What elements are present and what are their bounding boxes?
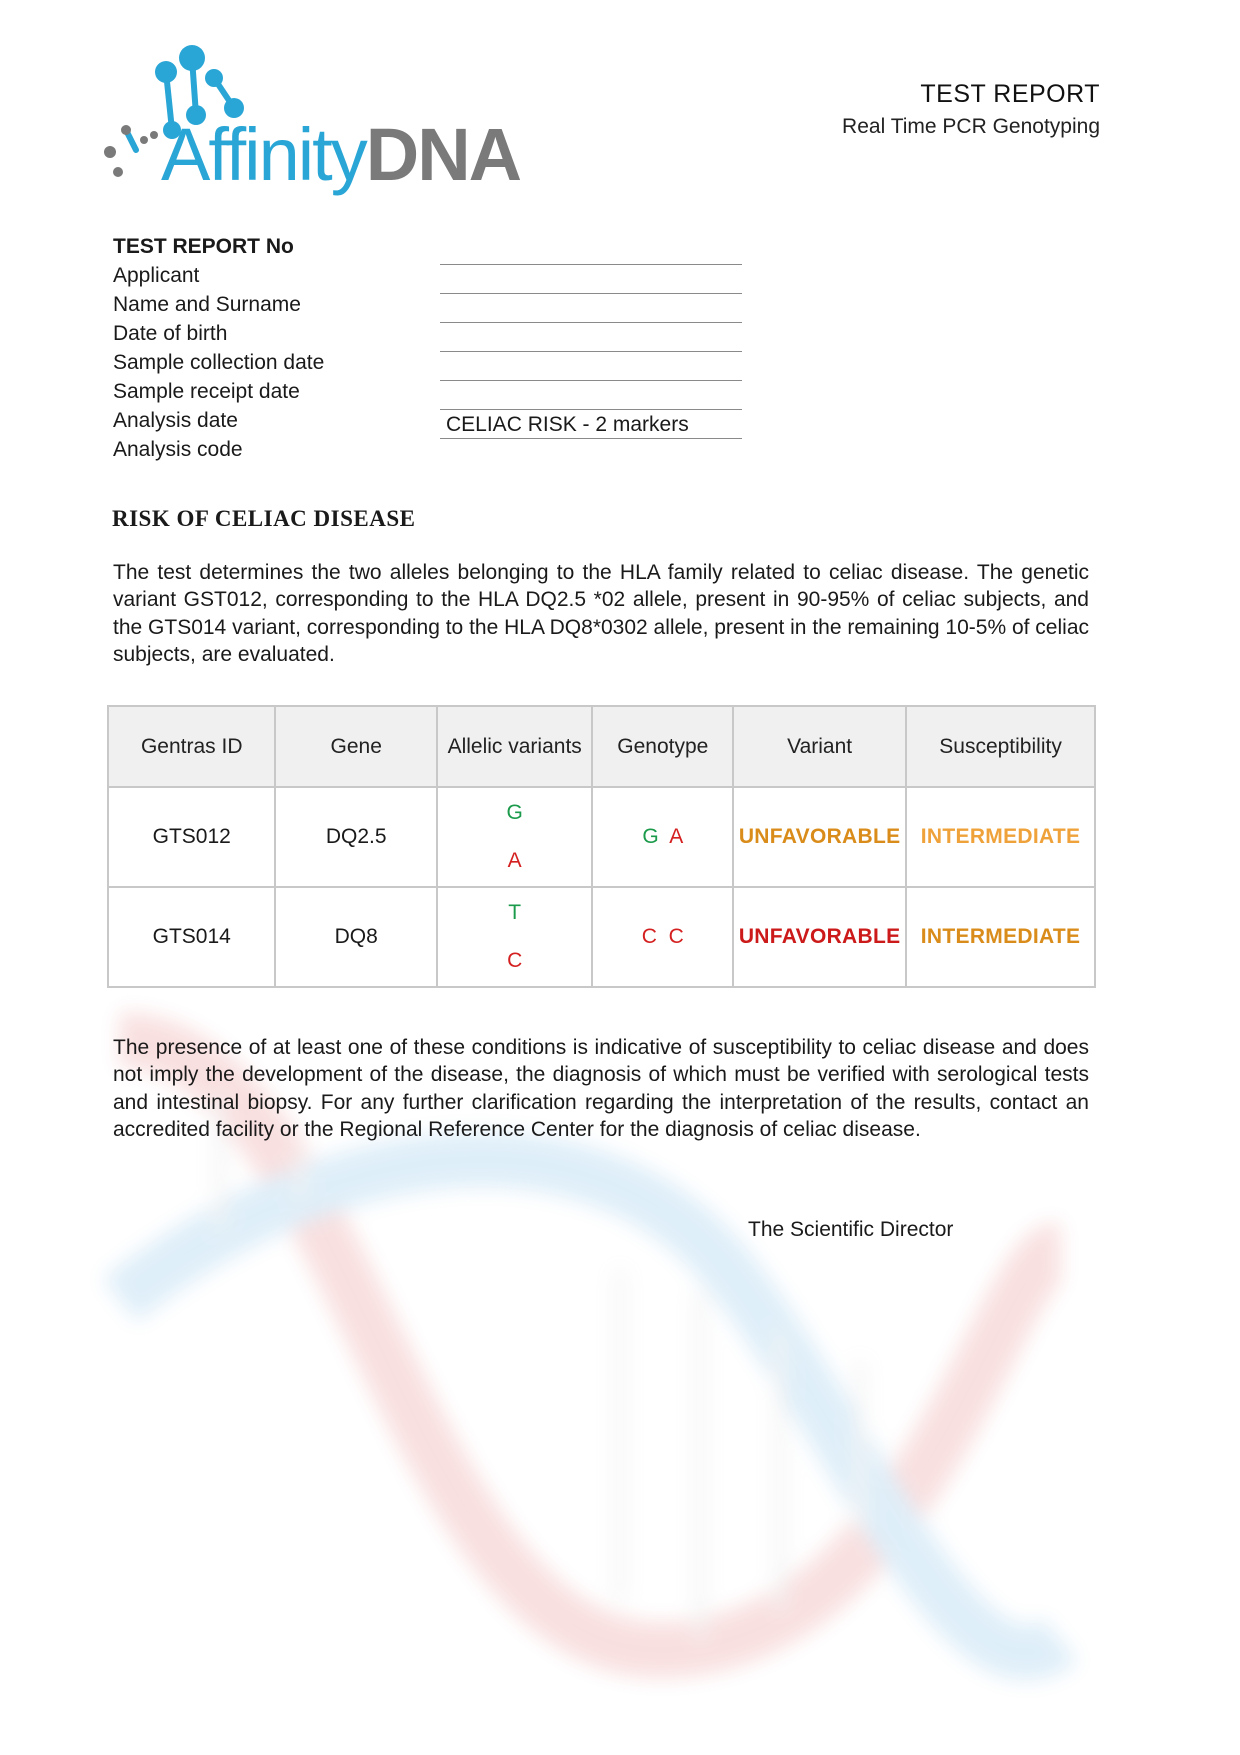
intro-paragraph: The test determines the two alleles belonging to the HLA family related to celiac disease. The genetic variant GST012, corresponding to the HLA DQ2.5 *02 allele, present in 90-95% of celiac subjects, and the GTS014 variant, corresponding to the HLA DQ8*0302 allele, present in the remaining 10-5% of celiac subjects, are evaluated. (113, 561, 1089, 666)
label-name-surname: Name and Surname (113, 293, 301, 316)
report-info-values (440, 236, 742, 439)
cell-allelic-variants (437, 787, 593, 887)
logo-wordmark-affinity: Affinity (161, 113, 366, 196)
value-analysis-code: CELIAC RISK - 2 markers (440, 410, 742, 439)
genotype-2: C (668, 925, 684, 948)
table-row (108, 787, 1095, 887)
section-title: RISK OF CELIAC DISEASE (112, 506, 416, 531)
value-test-report-no (440, 236, 742, 265)
report-subtitle: Real Time PCR Genotyping (842, 115, 1100, 138)
allele-1: T (508, 901, 522, 924)
value-sample-collection-date (440, 352, 742, 381)
affinity-dna-logo (96, 20, 526, 200)
logo-wordmark-dna: DNA (365, 113, 521, 196)
genotype-2: A (669, 825, 684, 848)
label-sample-collection-date: Sample collection date (113, 351, 325, 374)
allele-1: G (506, 801, 523, 824)
table-header-row (108, 706, 1095, 787)
label-test-report-no: TEST REPORT No (113, 235, 294, 258)
report-info-labels (113, 232, 324, 464)
cell-variant: UNFAVORABLE (733, 887, 906, 987)
header-variant: Variant (733, 706, 906, 787)
label-date-of-birth: Date of birth (113, 322, 228, 345)
header-gene: Gene (275, 706, 436, 787)
value-applicant (440, 265, 742, 294)
label-analysis-code: Analysis code (113, 438, 243, 461)
report-title: TEST REPORT (920, 80, 1100, 108)
value-sample-receipt-date (440, 381, 742, 410)
cell-genotype (592, 787, 733, 887)
cell-genotype (592, 887, 733, 987)
cell-gene: DQ8 (275, 887, 436, 987)
cell-variant: UNFAVORABLE (733, 787, 906, 887)
cell-id: GTS014 (108, 887, 275, 987)
label-analysis-date: Analysis date (113, 409, 238, 432)
value-date-of-birth (440, 323, 742, 352)
genotype-1: C (641, 925, 657, 948)
header-susceptibility: Susceptibility (906, 706, 1095, 787)
cell-id: GTS012 (108, 787, 275, 887)
label-sample-receipt-date: Sample receipt date (113, 380, 300, 403)
signature-label: The Scientific Director (748, 1218, 954, 1241)
header-allelic-variants: Allelic variants (437, 706, 593, 787)
value-name-surname (440, 294, 742, 323)
conclusion-paragraph: The presence of at least one of these conditions is indicative of susceptibility to celiac disease and does not imply the development of the disease, the diagnosis of which must be verified with serological tests and intestinal biopsy. For any further clarification regarding the interpretation of the results, contact an accredited facility or the Regional Reference Center for the diagnosis of celiac disease. (113, 1036, 1089, 1141)
allele-2: C (507, 949, 523, 972)
report-header (842, 80, 1100, 139)
table-row (108, 887, 1095, 987)
cell-gene: DQ2.5 (275, 787, 436, 887)
results-table (107, 705, 1096, 988)
cell-susceptibility: INTERMEDIATE (906, 787, 1095, 887)
genotype-1: G (642, 825, 659, 848)
cell-susceptibility: INTERMEDIATE (906, 887, 1095, 987)
cell-allelic-variants (437, 887, 593, 987)
label-applicant: Applicant (113, 264, 200, 287)
allele-2: A (507, 849, 522, 872)
header-genotype: Genotype (592, 706, 733, 787)
logo-wordmark (161, 112, 520, 197)
header-gentras-id: Gentras ID (108, 706, 275, 787)
